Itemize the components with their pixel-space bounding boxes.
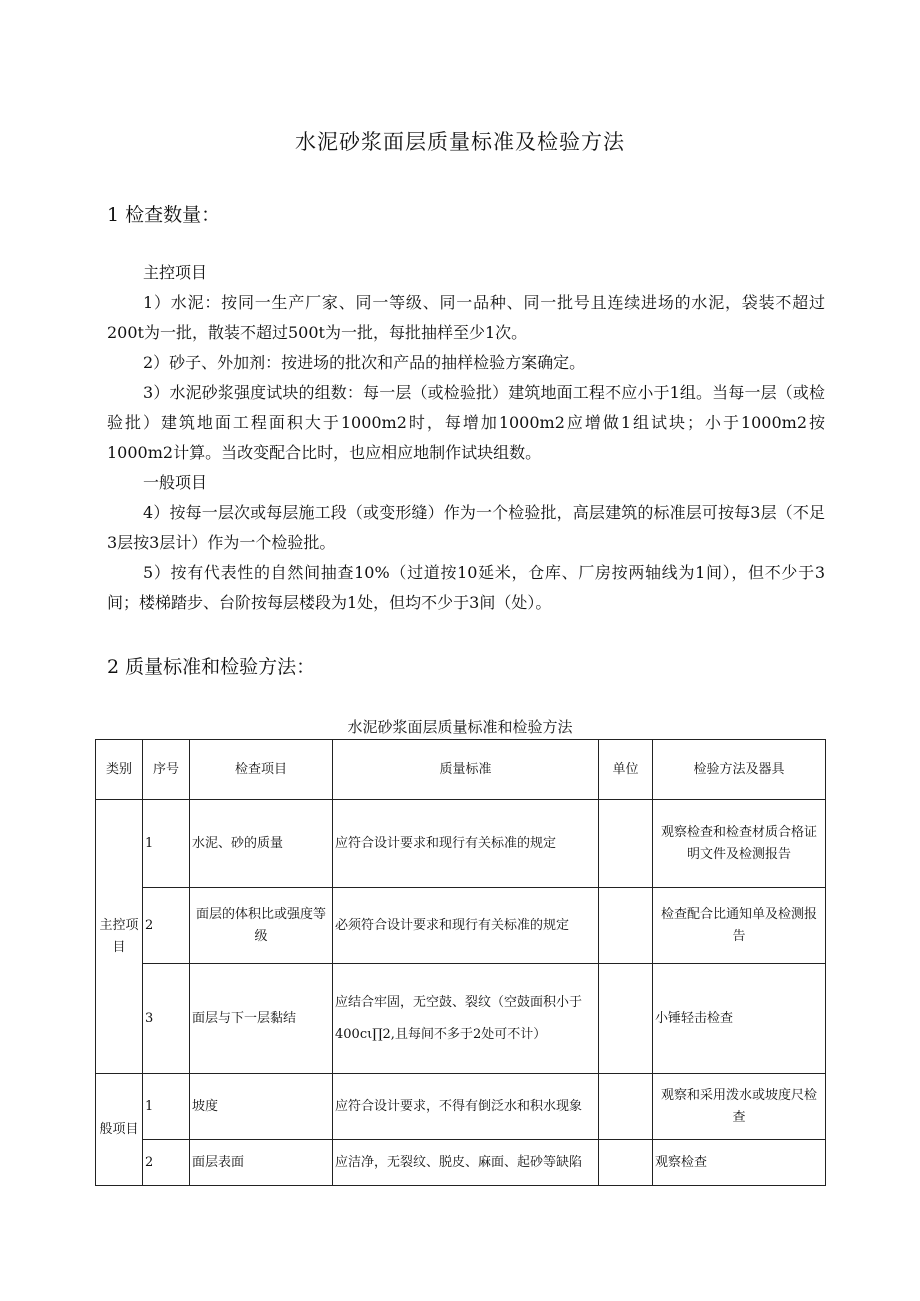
section-1-body <box>107 258 825 618</box>
cell-method: 检查配合比通知单及检测报告 <box>653 888 826 964</box>
paragraph-item-1: 1）水泥：按同一生产厂家、同一等级、同一品种、同一批号且连续进场的水泥，袋装不超过200t为一批，散装不超过500t为一批，每批抽样至少1次。 <box>107 293 825 342</box>
cell-method: 观察和采用泼水或坡度尺检查 <box>653 1074 826 1140</box>
table-header-row <box>96 740 826 800</box>
header-method: 检验方法及器具 <box>653 740 826 800</box>
cell-standard: 必须符合设计要求和现行有关标准的规定 <box>333 888 599 964</box>
cell-standard: 应符合设计要求和现行有关标准的规定 <box>333 800 599 888</box>
category-main: 主控项目 <box>96 800 143 1074</box>
paragraph-item-4: 4）按每一层次或每层施工段（或变形缝）作为一个检验批，高层建筑的标准层可按每3层（不足3层按3层计）作为一个检验批。 <box>107 503 825 552</box>
general-items-label: 一般项目 <box>143 473 208 492</box>
table-caption: 水泥砂浆面层质量标准和检验方法 <box>347 718 573 736</box>
table-row <box>96 888 826 964</box>
paragraph-item-5: 5）按有代表性的自然间抽查10%（过道按10延米，仓库、厂房按两轴线为1间），但不少于3间；楼梯踏步、台阶按每层楼段为1处，但均不少于3间（处）。 <box>107 563 825 612</box>
table-row <box>96 1074 826 1140</box>
quality-standard-table <box>95 739 826 1186</box>
paragraph-item-3: 3）水泥砂浆强度试块的组数：每一层（或检验批）建筑地面工程不应小于1组。当每一层（或检验批）建筑地面工程面积大于1000m2时，每增加1000m2应增做1组试块；小于1000m2按1000m2计算。当改变配合比时，也应相应地制作试块组数。 <box>107 383 825 462</box>
category-general: 般项目 <box>96 1074 143 1186</box>
main-items-label: 主控项目 <box>143 263 208 282</box>
cell-no: 3 <box>143 964 190 1074</box>
header-standard: 质量标准 <box>333 740 599 800</box>
table-row <box>96 1140 826 1186</box>
cell-method: 观察检查和检查材质合格证明文件及检测报告 <box>653 800 826 888</box>
header-unit: 单位 <box>599 740 653 800</box>
cell-standard: 应结合牢固，无空鼓、裂纹（空鼓面积小于400cι∏2,且每间不多于2处可不计） <box>333 964 599 1074</box>
cell-standard: 应符合设计要求，不得有倒泛水和积水现象 <box>333 1074 599 1140</box>
section-1-heading: 1 检查数量： <box>107 204 221 226</box>
cell-standard: 应洁净，无裂纹、脱皮、麻面、起砂等缺陷 <box>333 1140 599 1186</box>
table-row <box>96 800 826 888</box>
cell-no: 1 <box>143 1074 190 1140</box>
cell-unit <box>599 888 653 964</box>
header-no: 序号 <box>143 740 190 800</box>
table-row <box>96 964 826 1074</box>
cell-item: 坡度 <box>190 1074 333 1140</box>
cell-no: 2 <box>143 888 190 964</box>
cell-item: 面层的体积比或强度等级 <box>190 888 333 964</box>
cell-item: 面层表面 <box>190 1140 333 1186</box>
cell-unit <box>599 800 653 888</box>
cell-method: 小锤轻击检查 <box>653 964 826 1074</box>
cell-no: 2 <box>143 1140 190 1186</box>
cell-unit <box>599 1140 653 1186</box>
header-item: 检查项目 <box>190 740 333 800</box>
cell-unit <box>599 964 653 1074</box>
cell-item: 水泥、砂的质量 <box>190 800 333 888</box>
header-category: 类别 <box>96 740 143 800</box>
cell-unit <box>599 1074 653 1140</box>
paragraph-item-2: 2）砂子、外加剂：按进场的批次和产品的抽样检验方案确定。 <box>143 353 586 372</box>
cell-item: 面层与下一层黏结 <box>190 964 333 1074</box>
cell-method: 观察检查 <box>653 1140 826 1186</box>
document-title: 水泥砂浆面层质量标准及检验方法 <box>295 130 625 154</box>
section-2-heading: 2 质量标准和检验方法： <box>107 656 316 678</box>
cell-no: 1 <box>143 800 190 888</box>
